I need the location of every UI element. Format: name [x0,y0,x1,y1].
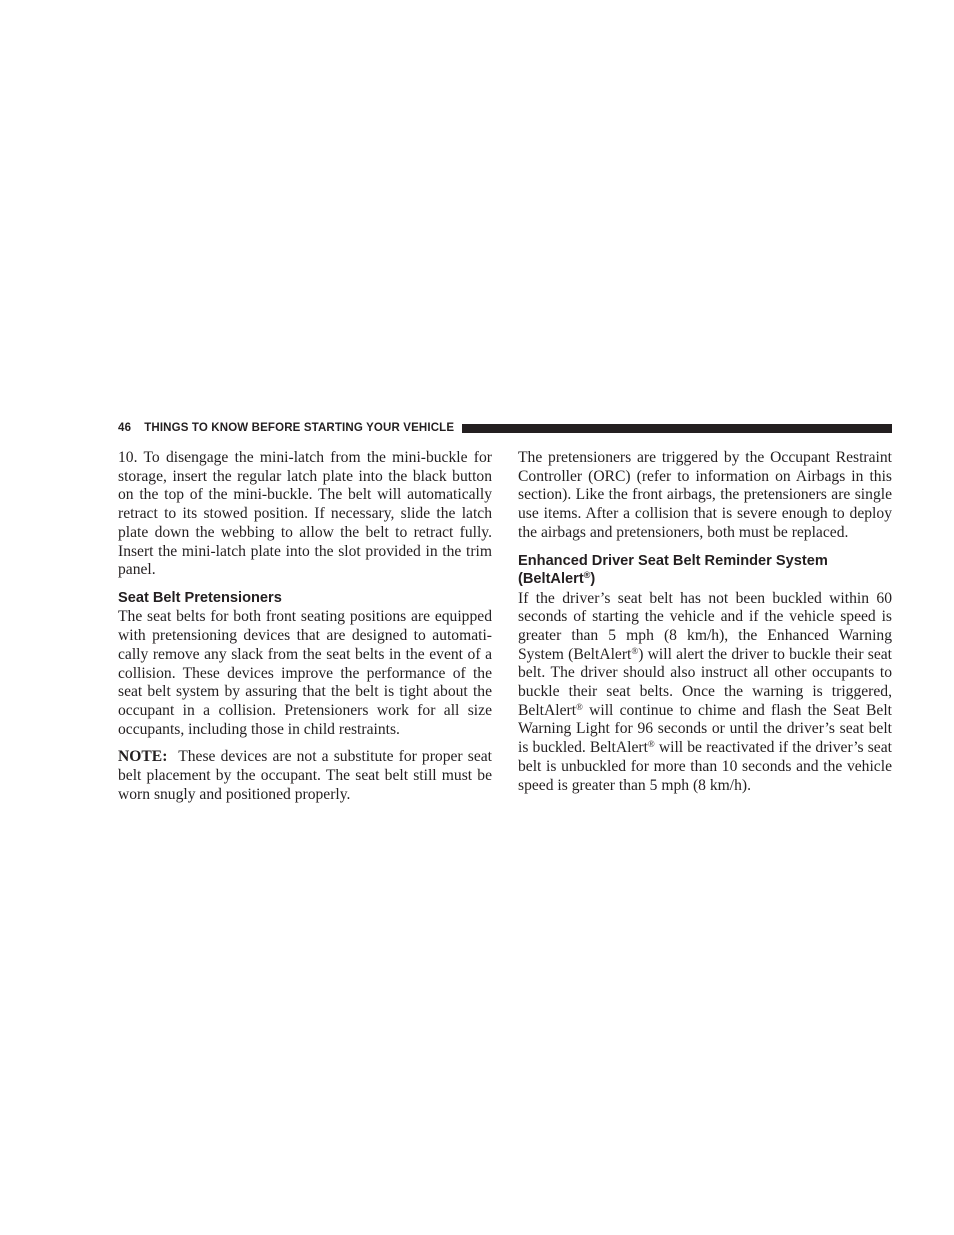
pretensioners-heading: Seat Belt Pretensioners [118,589,282,606]
section-title: THINGS TO KNOW BEFORE STARTING YOUR VEHICLE [144,422,455,434]
beltalert-body-part-1: If the driver’s seat belt has not been buckled within 60 seconds of starting the vehicle and if the vehicle speed is greater than 5 mph (8 km/h), the Enhanced Warning System (BeltAlert [518,589,892,663]
beltalert-heading [518,552,892,589]
left-column [118,449,492,804]
step-10-paragraph: 10. To disengage the mini-latch from the mini-buckle for storage, insert the regular latch plate into the black button on the top of the mini-buckle. The belt will automatically retract to its stowed position. If necessary, slide the latch plate down the webbing to allow the belt to retract fully. Insert the mini-latch plate into the slot provided in the trim panel. [118,449,492,579]
registered-mark: ® [647,739,655,750]
registered-mark: ® [583,570,591,581]
beltalert-heading-line2-suffix: ) [590,571,596,588]
note-label: NOTE: [118,748,168,766]
page-number: 46 [118,422,132,434]
note-text: These devices are not a substitute for proper seat belt placement by the occupant. The seat belt still must be worn snugly and positioned properly. [118,748,492,803]
beltalert-body-part-3: will continue to chime and flash the Seat Belt Warning Light for 96 seconds or until the driver’s seat belt is buckled. BeltAlert [518,701,892,757]
pretensioners-paragraph: The seat belts for both front seating positions are equipped with pretensioning devices that are designed to automatically remove any slack from the seat belts in the event of a collision. These devices improve the performance of the seat belt system by assuring that the belt is tight about the occupant in a collision. Pretensioners work for all size occupants, including those in child restraints. [118,608,492,738]
beltalert-paragraph [518,590,892,796]
header-rule-bar [462,424,892,433]
right-column [518,449,892,795]
note-paragraph [118,748,492,804]
page-header [118,420,892,436]
pretensioners-trigger-paragraph: The pretensioners are triggered by the Occupant Restraint Controller (ORC) (refer to information on Airbags in this section). Like the front airbags, the pretensioners are single use items. After a collision that is severe enough to deploy the airbags and pretensioners, both must be replaced. [518,449,892,541]
beltalert-body-part-4: will be reactivated if the driver’s seat belt is unbuckled for more than 10 seconds and the vehicle speed is greater than 5 mph (8 km/h). [518,739,892,794]
beltalert-body-part-2: ) will alert the driver to buckle their seat belt. The driver should also instruct all other occupants to buckle their seat belts. Once the warning is triggered, BeltAlert [518,645,892,719]
beltalert-heading-line1: Enhanced Driver Seat Belt Reminder System [518,552,828,569]
registered-mark: ® [631,645,639,656]
beltalert-heading-line2-prefix: (BeltAlert [518,571,584,588]
registered-mark: ® [576,701,583,712]
